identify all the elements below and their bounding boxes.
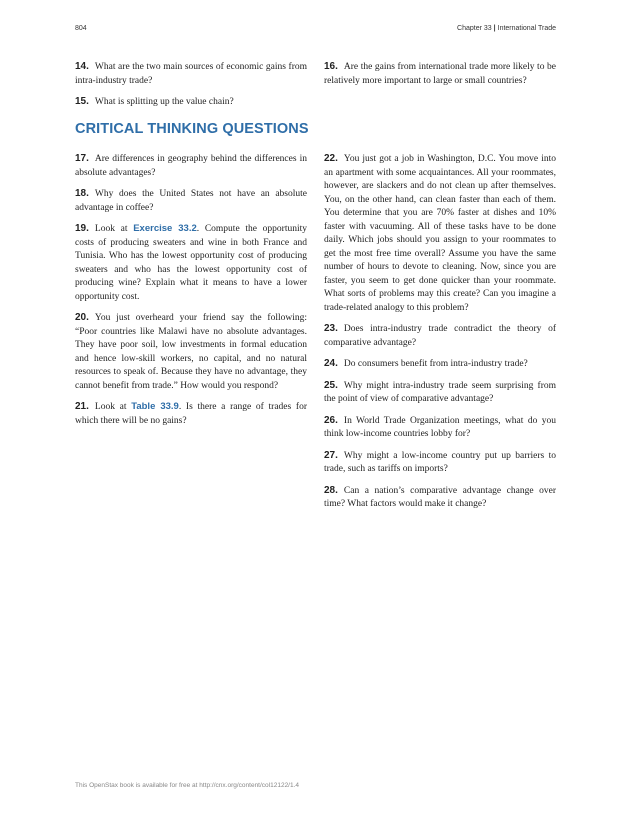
question-17: 17. Are differences in geography behind the differences in absolute advantages? bbox=[75, 153, 307, 178]
question-25: 25. Why might intra-industry trade seem surprising from the point of view of comparative advantage? bbox=[324, 379, 556, 404]
question-15: 15. What is splitting up the value chain? bbox=[75, 96, 234, 107]
question-28: 28. Can a nation’s comparative advantage change over time? What factors would make it change? bbox=[324, 484, 556, 509]
running-header bbox=[457, 25, 556, 32]
question-16: 16. Are the gains from international trade more likely to be relatively more important to large or small countries? bbox=[324, 61, 556, 86]
question-19: 19. Look at Exercise 33.2. Compute the opportunity costs of producing sweaters and wine in both France and Tunisia. Who has the lowest opportunity cost of producing sweaters and who has the lowest opportunity cost of producing wine? Explain what it means to have a lower opportunity cost. bbox=[75, 223, 307, 302]
question-18: 18. Why does the United States not have an absolute advantage in coffee? bbox=[75, 188, 307, 213]
chapter-title: International Trade bbox=[497, 25, 556, 32]
page-number: 804 bbox=[75, 25, 87, 32]
question-26: 26. In World Trade Organization meetings, what do you think low-income countries lobby for? bbox=[324, 414, 556, 439]
question-21: 21. Look at Table 33.9. Is there a range of trades for which there will be no gains? bbox=[75, 401, 307, 426]
table-link[interactable]: Table 33.9 bbox=[131, 401, 179, 412]
section-title: CRITICAL THINKING QUESTIONS bbox=[75, 121, 309, 137]
exercise-link[interactable]: Exercise 33.2 bbox=[133, 223, 197, 234]
review-column-right bbox=[324, 60, 556, 88]
question-23: 23. Does intra-industry trade contradict the theory of comparative advantage? bbox=[324, 323, 556, 348]
header-separator: | bbox=[493, 25, 496, 32]
footer-note: This OpenStax book is available for free at http://cnx.org/content/col12122/1.4 bbox=[75, 782, 300, 789]
question-24: 24. Do consumers benefit from intra-industry trade? bbox=[324, 358, 528, 369]
review-column-left bbox=[75, 60, 307, 110]
question-14: 14. What are the two main sources of economic gains from intra-industry trade? bbox=[75, 61, 307, 86]
question-20: 20. You just overheard your friend say the following: “Poor countries like Malawi have no absolute advantages. They have poor soil, low investments in formal education and hence low-skill workers, no capital, and no natural resources to speak of. Because they have no advantage, they cannot benefit from trade.” How would you respond? bbox=[75, 312, 307, 391]
question-22: 22. You just got a job in Washington, D.C. You move into an apartment with some acquaintances. All your roommates, however, are slackers and do not clean up after themselves. You, on the other hand, can clean faster than each of them. You determine that you are 70% faster at dishes and 10% faster with vacuuming. All of these tasks have to be done daily. Which jobs should you assign to your roommates to get the most free time overall? Assume you have the same number of hours to devote to cleaning. Now, since you are faster, you seem to get done quicker than your roommate. What sorts of problems may this create? Can you imagine a trade-related analogy to this problem? bbox=[324, 153, 556, 313]
chapter-label: Chapter 33 bbox=[457, 25, 492, 32]
critical-column-left bbox=[75, 152, 307, 428]
question-27: 27. Why might a low-income country put up barriers to trade, such as tariffs on imports? bbox=[324, 449, 556, 474]
critical-column-right bbox=[324, 152, 556, 512]
